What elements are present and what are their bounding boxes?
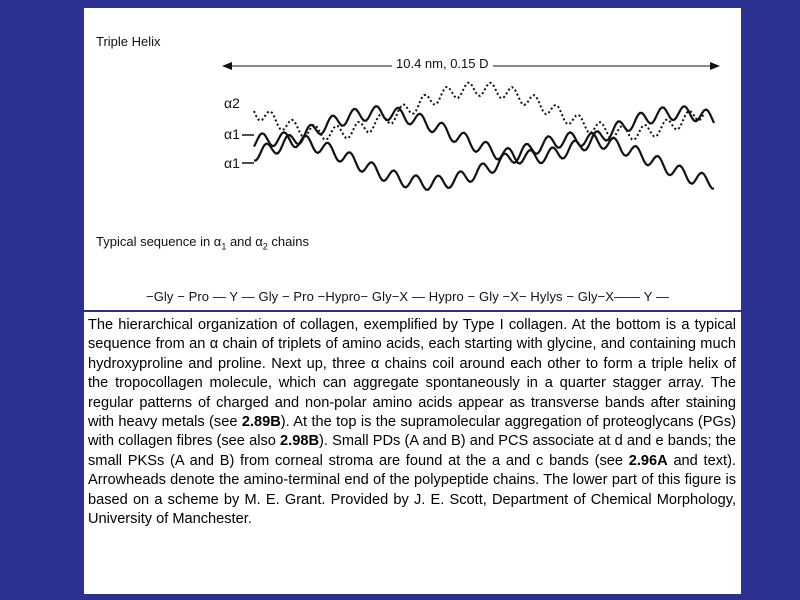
chain-label-alpha1-upper: α1 bbox=[224, 126, 240, 142]
sequence-heading: Typical sequence in $\alpha_1$ and $\alpha_2$ chains bbox=[96, 234, 309, 252]
chain-label-alpha2: α2 bbox=[224, 95, 240, 111]
figure-caption: The hierarchical organization of collagen, exemplified by Type I collagen. At the bottom is a typical sequence from an α chain of triplets of amino acids, each starting with glycine, and containing much hydroxyproline and proline. Next up, three α chains coil around each other to form a triple helix of the tropocollagen molecule, which can aggregate spontaneously in a quarter stagger array. The regular patterns of charged and non-polar amino acids appear as transverse bands after staining with heavy metals (see 2.89B). At the top is the supramolecular aggregation of proteoglycans (PGs) with collagen fibres (see also 2.98B). Small PDs (A and B) and PCS associate at d and e bands; the small PKSs (A and B) from corneal stroma are found at the a and c bands (see 2.96A and text). Arrowheads denote the amino-terminal end of the polypeptide chains. The lower part of this figure is based on a scheme by M. E. Grant. Provided by J. E. Scott, Department of Chemical Morphology, University of Manchester. bbox=[88, 317, 737, 528]
figure-ref-2-89b: 2.89B bbox=[241, 414, 281, 431]
figure-title: Triple Helix bbox=[96, 34, 161, 49]
alpha2-chain-dotted bbox=[254, 83, 704, 140]
figure-panel bbox=[84, 8, 741, 310]
alpha1-chain-lower bbox=[254, 132, 714, 190]
figure-ref-2-96a: 2.96A bbox=[628, 452, 668, 469]
triple-helix-diagram bbox=[84, 8, 741, 310]
alpha1-chain-upper bbox=[254, 106, 714, 163]
caption-panel bbox=[84, 312, 741, 594]
dimension-arrowhead-left bbox=[222, 62, 232, 70]
chain-label-alpha1-lower: α1 bbox=[224, 155, 240, 171]
amino-acid-sequence: −Gly − Pro — Y — Gly − Pro −Hypro− Gly−X — Hypro − Gly −X− Hylys − Gly−X—— Y — bbox=[146, 289, 670, 304]
dimension-arrowhead-right bbox=[710, 62, 720, 70]
figure-ref-2-98b: 2.98B bbox=[280, 433, 319, 450]
dimension-label: 10.4 nm, 0.15 D bbox=[392, 56, 493, 71]
